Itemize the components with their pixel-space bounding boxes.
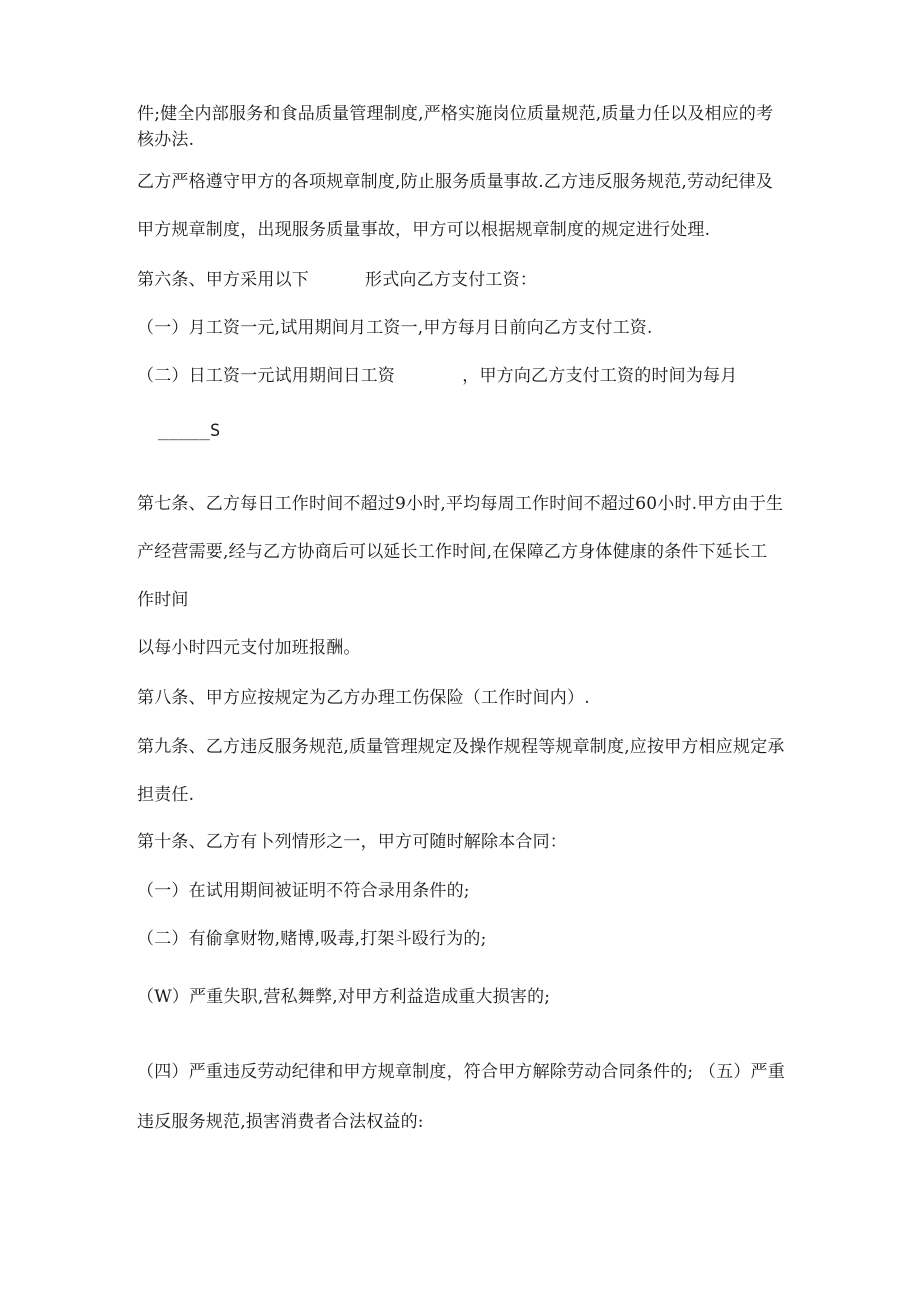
list-item: （二）有偷拿财物,赌博,吸毒,打架斗殴行为的; [137,929,487,949]
text-line: 作时间 [137,590,189,610]
text-line: 担责任. [137,785,195,805]
text-line: （一）月工资一元,试用期间月工资一,甲方每月日前向乙方支付工资. [137,318,653,338]
text-line: 乙方严格遵守甲方的各项规章制度,防止服务质量事故.乙方违反服务规范,劳动纪律及 [137,172,774,192]
article-heading: 第十条、乙方有卜列情形之一，甲方可随时解除本合同： [137,832,567,852]
text-line: 以每小时四元支付加班报酬。 [137,638,361,658]
article-heading: 第八条、甲方应按规定为乙方办理工伤保险（工作时间内）. [137,688,590,708]
text-line: 产经营需要,经与乙方协商后可以延长工作时间,在保障乙方身体健康的条件下延长工 [137,542,768,562]
text-line: 核办法. [137,130,195,150]
article-heading: 第七条、乙方每日工作时间不超过9小时,平均每周工作时间不超过60小时.甲方由于生 [137,494,784,514]
list-item: （四）严重违反劳动纪律和甲方规章制度，符合甲方解除劳动合同条件的; （五）严重 [137,1062,785,1082]
text-line: _____S [137,421,221,441]
list-item: （一）在试用期间被证明不符合录用条件的; [137,881,470,901]
article-heading: 第九条、乙方违反服务规范,质量管理规定及操作规程等规章制度,应按甲方相应规定承 [137,737,785,757]
text-line: （二）日工资一元试用期间日工资 ，甲方向乙方支付工资的时间为每月 [137,366,738,386]
text-line: 件;健全内部服务和食品质量管理制度,严格实施岗位质量规范,质量力任以及相应的考 [137,104,774,124]
text-line: 甲方规章制度，出现服务质量事故，甲方可以根据规章制度的规定进行处理. [137,220,711,240]
text-line: 违反服务规范,损害消费者合法权益的: [137,1112,424,1132]
list-item: （W）严重失职,营私舞弊,对甲方利益造成重大损害的; [137,987,551,1007]
article-heading: 第六条、甲方采用以下 形式向乙方支付工资： [137,270,538,290]
